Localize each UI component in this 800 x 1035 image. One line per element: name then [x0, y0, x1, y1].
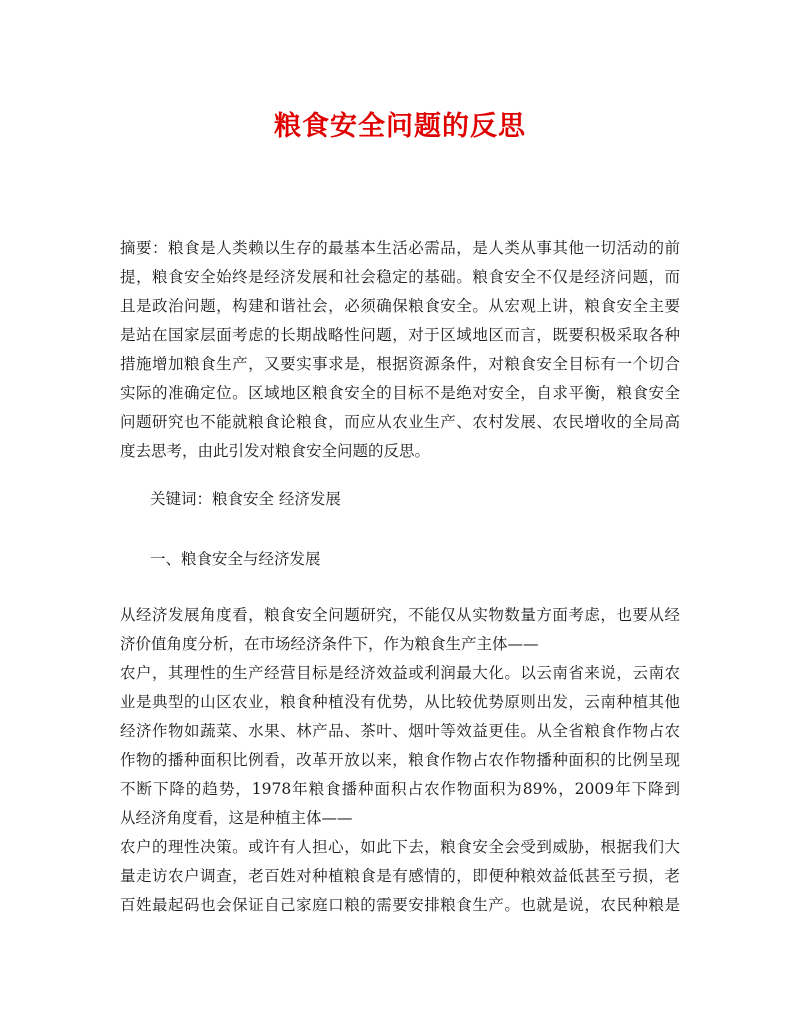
abstract-line: 问题研究也不能就粮食论粮食，而应从农业生产、农村发展、农民增收的全局高: [120, 413, 680, 431]
body-line: 农户的理性决策。或许有人担心，如此下去，粮食安全会受到威胁，根据我们大: [120, 838, 680, 856]
section-heading: 一、粮食安全与经济发展: [150, 550, 321, 568]
body-line: 济价值角度分析，在市场经济条件下，作为粮食生产主体——: [120, 635, 539, 653]
body-line: 从经济发展角度看，粮食安全问题研究，不能仅从实物数量方面考虑，也要从经: [120, 606, 680, 624]
body-line: 量走访农户调查，老百姓对种植粮食是有感情的，即便种粮效益低甚至亏损，老: [120, 867, 680, 885]
abstract-line: 且是政治问题，构建和谐社会，必须确保粮食安全。从宏观上讲，粮食安全主要: [120, 297, 680, 315]
body-line: 不断下降的趋势，1978年粮食播种面积占农作物面积为89%，2009年下降到: [120, 780, 680, 798]
abstract-line: 度去思考，由此引发对粮食安全问题的反思。: [120, 442, 431, 460]
body-line: 经济作物如蔬菜、水果、林产品、茶叶、烟叶等效益更佳。从全省粮食作物占农: [120, 722, 680, 740]
document-title: 粮食安全问题的反思: [274, 111, 526, 142]
body-paragraph: [120, 601, 680, 920]
abstract-line: 实际的准确定位。区域地区粮食安全的目标不是绝对安全，自求平衡，粮食安全: [120, 384, 680, 402]
keywords-line: 关键词：粮食安全 经济发展: [150, 490, 341, 508]
body-line: 百姓最起码也会保证自己家庭口粮的需要安排粮食生产。也就是说，农民种粮是: [120, 896, 680, 914]
abstract-line: 摘要：粮食是人类赖以生存的最基本生活必需品，是人类从事其他一切活动的前: [120, 239, 680, 257]
body-line: 作物的播种面积比例看，改革开放以来，粮食作物占农作物播种面积的比例呈现: [120, 751, 680, 769]
abstract-paragraph: [120, 234, 680, 466]
abstract-line: 措施增加粮食生产，又要实事求是，根据资源条件，对粮食安全目标有一个切合: [120, 355, 680, 373]
body-line: 农户，其理性的生产经营目标是经济效益或利润最大化。以云南省来说，云南农: [120, 664, 680, 682]
abstract-line: 是站在国家层面考虑的长期战略性问题，对于区域地区而言，既要积极采取各种: [120, 326, 680, 344]
abstract-line: 提，粮食安全始终是经济发展和社会稳定的基础。粮食安全不仅是经济问题，而: [120, 268, 680, 286]
body-line: 从经济角度看，这是种植主体——: [120, 809, 353, 827]
body-line: 业是典型的山区农业，粮食种植没有优势，从比较优势原则出发，云南种植其他: [120, 693, 680, 711]
